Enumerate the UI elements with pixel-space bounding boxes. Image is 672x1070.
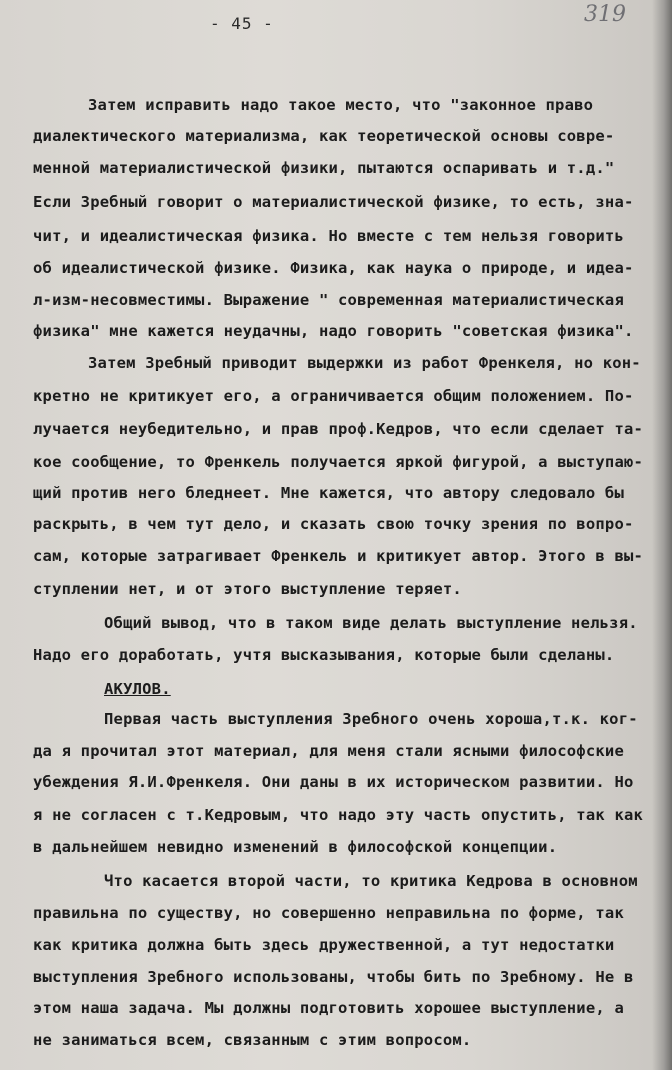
text-line: Что касается второй части, то критика Кедрова в основном: [104, 872, 638, 890]
speaker-heading: АКУЛОВ.: [104, 680, 171, 698]
page-number: - 45 -: [210, 14, 274, 33]
text-line: чит, и идеалистическая физика. Но вместе с тем нельзя говорить: [33, 227, 624, 245]
text-line: щий против него бледнеет. Мне кажется, что автору следовало бы: [33, 484, 624, 502]
text-line: кое сообщение, то Френкель получается яркой фигурой, а выступаю-: [33, 453, 644, 471]
text-line: сам, которые затрагивает Френкель и критикует автор. Этого в вы-: [33, 547, 644, 565]
archive-number: 319: [584, 2, 626, 27]
text-line: как критика должна быть здесь дружественной, а тут недостатки: [33, 936, 615, 954]
text-line: Надо его доработать, учтя высказывания, которые были сделаны.: [33, 646, 615, 664]
text-line: Затем Зребный приводит выдержки из работ Френкеля, но кон-: [88, 354, 641, 372]
text-line: раскрыть, в чем тут дело, и сказать свою точку зрения по вопро-: [33, 515, 634, 533]
text-line: Первая часть выступления Зребного очень хороша,т.к. ког-: [104, 710, 638, 728]
text-line: Затем исправить надо такое место, что "законное право: [88, 96, 594, 114]
text-line: выступления Зребного использованы, чтобы бить по Зребному. Не в: [33, 968, 634, 986]
text-line: правильна по существу, но совершенно неправильна по форме, так: [33, 904, 624, 922]
scan-edge-shadow: [652, 0, 672, 1070]
text-line: л-изм-несовместимы. Выражение " современная материалистическая: [33, 291, 624, 309]
text-line: ступлении нет, и от этого выступление теряет.: [33, 580, 462, 598]
text-line: кретно не критикует его, а ограничивается общим положением. По-: [33, 387, 634, 405]
text-line: Общий вывод, что в таком виде делать выступление нельзя.: [104, 614, 638, 632]
text-line: диалектического материализма, как теоретической основы совре-: [33, 127, 615, 145]
text-line: лучается неубедительно, и прав проф.Кедров, что если сделает та-: [33, 420, 644, 438]
text-line: я не согласен с т.Кедровым, что надо эту часть опустить, так как: [33, 806, 644, 824]
text-line: в дальнейшем невидно изменений в философской концепции.: [33, 838, 558, 856]
text-line: этом наша задача. Мы должны подготовить хорошее выступление, а: [33, 999, 624, 1017]
text-line: убеждения Я.И.Френкеля. Они даны в их историческом развитии. Но: [33, 773, 634, 791]
text-line: об идеалистической физике. Физика, как наука о природе, и идеа-: [33, 259, 634, 277]
text-line: не заниматься всем, связанным с этим вопросом.: [33, 1031, 472, 1049]
text-line: да я прочитал этот материал, для меня стали ясными философские: [33, 742, 624, 760]
text-line: Если Зребный говорит о материалистической физике, то есть, зна-: [33, 193, 634, 211]
text-line: менной материалистической физики, пытаются оспаривать и т.д.": [33, 159, 615, 177]
text-line: физика" мне кажется неудачны, надо говорить "советская физика".: [33, 322, 634, 340]
